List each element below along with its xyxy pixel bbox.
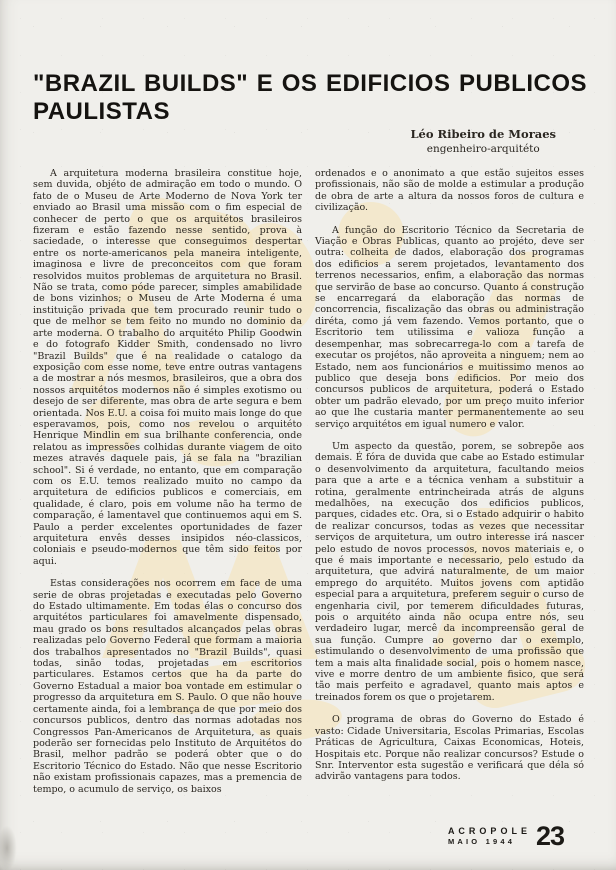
article-body <box>33 168 585 816</box>
author-role: engenheiro-arquitéto <box>426 143 540 155</box>
issue-date: MAIO 1944 <box>447 836 516 846</box>
page-edge-smudge <box>0 818 20 870</box>
footer-imprint <box>448 827 531 846</box>
article-paragraph: A arquitetura moderna brasileira constitue hoje, sem duvida, objéto de admiração em todo o mundo. O fato de o Museu de Arte Moderno de Nova York ter enviado ao Brasil uma missão com o fim especial de conhecer de perto o que os arquitétos brasileiros fizeram e estão fazendo nesse sentido, prova à saciedade, o interesse que conseguimos despertar entre os norte-americanos pela maneira inteligente, imaginosa e livre de preconceitos com que foram resolvidos muitos problemas de arquitetura no Brasil. Não se trata, como póde parecer, simples amabilidade de bons vizinhos; o Museu de Arte Moderna é uma instituição privada que tem procurado reunir tudo o que de melhor se tem feito no mundo no dominio da arte moderna. O trabalho do arquitéto Philip Goodwin e do fotografo Kidder Smith, condensado no livro "Brazil Builds" que é na realidade o catalogo da exposição com esse nome, teve entre outras vantagens a de mostrar a nós mesmos, brasileiros, que a obra dos nossos arquitétos modernos não é simples exotismo ou desejo de ser diferente, mas obra de arte segura e bem orientada. Nos E.U. a coisa foi muito mais longe do que esperavamos, pois, como nos revelou o arquitéto Henrique Mindlin em sua brilhante conferencia, onde relatou as impressões colhidas durante viagem de oito mezes através daquele pais, já se fala na "brazilian school". Si é verdade, no entanto, que em comparação com os E.U. temos realizado muito no campo da arquitetura de edificios publicos e comerciais, em qualidade, é claro, pois em volume não ha termo de comparação, é lamentavel que continuemos aqui em S. Paulo a perder excelentes oportunidades de fazer arquitetura envês desses insipidos néo-classicos, coloniais e pseudo-modernos que têm sido feitos por aqui. <box>33 168 302 567</box>
author-name: Léo Ribeiro de Moraes <box>410 127 556 141</box>
article-paragraph: Estas considerações nos ocorrem em face de uma serie de obras projetadas e executadas pelo Governo do Estado ultimamente. Em todas élas o concurso dos arquitétos particulares foi amavelmente dispensado, mau grado os bons resultados alcançados pelas obras realizadas pelo Governo Federal que formam a maioria dos trabalhos apresentados no "Brazil Builds", quasi todas, sinão todas, projetadas em escritorios particulares. Estamos certos que ha da parte do Governo Estadual a maior boa vontade em estimular o progresso da arquitetura em S. Paulo. O que não houve certamente ainda, foi a lembrança de que por meio dos concursos publicos, dentro das normas adotadas nos Congressos Pan-Americanos de Arquitetura, as quais poderão ser fornecidas pelo Instituto de Arquitétos do Brasil, melhor padrão se poderá obter que o do Escritorio Técnico do Estado. Não que nesse Escritorio não existam profissionais capazes, mas a premencia de tempo, o acumulo de serviço, os baixos <box>33 578 302 795</box>
article-paragraph: Um aspecto da questão, porem, se sobrepõe aos demais. É fóra de duvida que cabe ao Estado estimular o desenvolvimento da arquitetura, facultando meios para que a arte e a técnica venham a substituir a rotina, geralmente entrincheirada atrás de alguns medalhões, na execução dos edificios publicos, parques, cidades etc. Ora, si o Estado adquirir o habito de realizar concursos, todas as vezes que necessitar serviços de arquitetura, um outro interesse irá nascer pelo estudo de novos processos, novos materiais e, o que é mais importante e necessario, pelo estudo da arquitetura, que advirá naturalmente, de um maior emprego do arquitéto. Muitos jovens com aptidão especial para a arquitetura, preferem seguir o curso de engenharia civil, por temerem dificuldades futuras, pois o arquitéto ainda não ocupa entre nós, seu verdadeiro lugar, mercê da incompreensão geral de sua função. Cumpre ao governo dar o exemplo, estimulando o desenvolvimento de uma profissão que tem a mais alta finalidade social, pois o homem nasce, vive e morre dentro de um ambiente fisico, que será tão mais perfeito e agradavel, quanto mais aptos e treinados forem os que o projetarem. <box>315 440 584 703</box>
left-column <box>33 168 302 816</box>
article-paragraph: O programa de obras do Governo do Estado é vasto: Cidade Universitaria, Escolas Primarias, Escolas Práticas de Agricultura, Caixas Economicas, Hoteis, Hospitais etc. Porque não realizar concursos? Estude o Snr. Interventor esta sugestão e verificará que déla só advirão vantagens para todos. <box>315 714 584 783</box>
footer <box>448 823 564 850</box>
article-paragraph: ordenados e o anonimato a que estão sujeitos esses profissionais, não são de molde a estimular a produção de obra de arte a altura da nossos foros de cultura e civilização. <box>315 168 584 214</box>
right-column <box>315 168 584 816</box>
author-block <box>410 127 556 155</box>
article-title: "BRAZIL BUILDS" E OS EDIFICIOS PUBLICOS PAULISTAS <box>33 70 587 126</box>
page-number: 23 <box>535 821 564 851</box>
magazine-name: ACROPOLE <box>447 825 531 836</box>
article-paragraph: A função do Escritorio Técnico da Secretaria de Viação e Obras Publicas, quanto ao projéto, deve ser outra: colheita de dados, elaboração dos programas dos edificios a serem projetados, levantamento dos terrenos necessarios, enfim, a elaboração das normas que servirão de base ao concurso. Quanto á construção se encarregará da elaboração das normas de concorrencia, fiscalização das obras ou administração diréta, como já vem fazendo. Vemos portanto, que o Escritorio tem utilissima e valioza função a desempenhar, mas sobrecarrega-lo com a tarefa de executar os projétos, não aproveita a ninguem; nem ao Estado, nem aos funcionários e muitissimo menos ao publico que deseja bons edificios. Por meio dos concursos publicos de arquitetura, poderá o Estado obter um padrão elevado, por um preço muito inferior ao que lhe custaria manter permanentemente ao seu serviço arquitétos em igual numero e valor. <box>315 224 584 430</box>
